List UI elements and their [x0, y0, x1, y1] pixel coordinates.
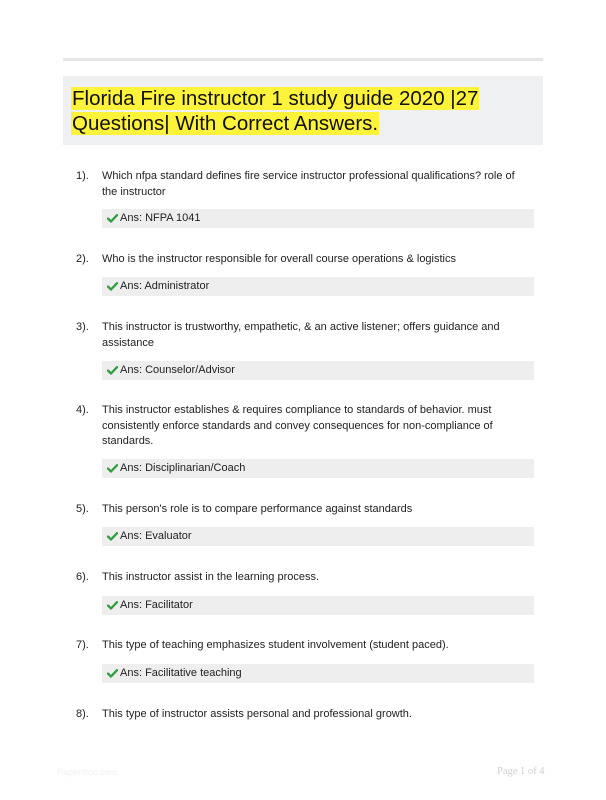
answer-box	[102, 527, 534, 546]
title-banner	[63, 76, 543, 145]
question-number: 2).	[76, 253, 89, 265]
answer-box	[102, 209, 534, 228]
question-text: Which nfpa standard defines fire service instructor professional qualifications? role of the instructor	[102, 170, 515, 198]
check-icon	[107, 361, 119, 380]
answer-text: Ans: Administrator	[120, 280, 210, 292]
check-icon	[107, 664, 119, 683]
header-divider	[63, 58, 543, 61]
question-text: This instructor establishes & requires compliance to standards of behavior. must consistently enforce standards and convey consequences for non-compliance of standards.	[102, 404, 493, 447]
answer-text: Ans: Facilitator	[120, 599, 193, 611]
answer-box	[102, 277, 534, 296]
question-text: This type of teaching emphasizes student involvement (student paced).	[102, 639, 449, 651]
question-number: 8).	[76, 708, 89, 720]
document-title	[71, 86, 539, 136]
answer-text: Ans: NFPA 1041	[120, 212, 201, 224]
answer-box	[102, 596, 534, 615]
question-number: 4).	[76, 404, 89, 416]
answer-box	[102, 361, 534, 380]
answer-box	[102, 664, 534, 683]
answer-text: Ans: Counselor/Advisor	[120, 364, 235, 376]
question-text: Who is the instructor responsible for overall course operations & logistics	[102, 253, 456, 265]
highlighted-title-text: Florida Fire instructor 1 study guide 2020 |27 Questions| With Correct Answers.	[72, 87, 479, 135]
question-text: This person's role is to compare performance against standards	[102, 503, 413, 515]
footer-watermark: Paperstoc.com	[57, 767, 118, 777]
answer-text: Ans: Disciplinarian/Coach	[120, 462, 246, 474]
page-number: Page 1 of 4	[497, 766, 545, 777]
answer-text: Ans: Facilitative teaching	[120, 667, 242, 679]
question-number: 1).	[76, 170, 89, 182]
answer-text: Ans: Evaluator	[120, 530, 192, 542]
question-number: 7).	[76, 639, 89, 651]
question-text: This type of instructor assists personal and professional growth.	[102, 708, 412, 720]
question-number: 6).	[76, 571, 89, 583]
check-icon	[107, 527, 119, 546]
check-icon	[107, 209, 119, 228]
check-icon	[107, 459, 119, 478]
check-icon	[107, 277, 119, 296]
question-text: This instructor assist in the learning process.	[102, 571, 320, 583]
check-icon	[107, 596, 119, 615]
question-number: 3).	[76, 321, 89, 333]
answer-box	[102, 459, 534, 478]
question-text: This instructor is trustworthy, empathetic, & an active listener; offers guidance and assistance	[102, 321, 500, 349]
question-number: 5).	[76, 503, 89, 515]
